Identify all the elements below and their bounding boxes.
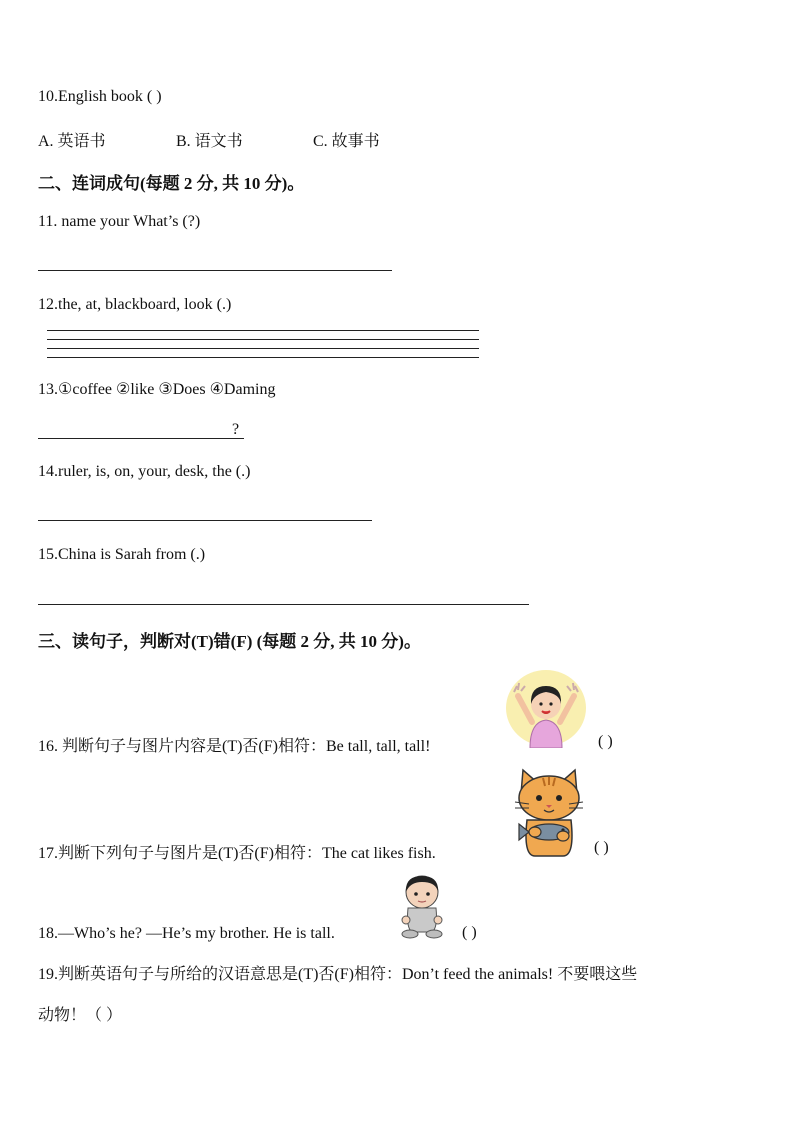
baby-boy-icon [396,872,448,940]
q12-writing-line-3[interactable] [47,348,479,349]
q12-writing-line-2[interactable] [47,339,479,340]
section2-heading: 二、连词成句(每题 2 分, 共 10 分)。 [38,174,305,193]
q16-text: 16. 判断句子与图片内容是(T)否(F)相符：Be tall, tall, tall! [38,738,431,755]
q12-text: 12.the, at, blackboard, look (.) [38,296,232,313]
q11-text: 11. name your What’s (?) [38,213,201,230]
q19-text-line-1: 19.判断英语句子与所给的汉语意思是(T)否(F)相符：Don’t feed the animals! 不要喂这些 [38,966,638,983]
q10-option-a: A. 英语书 [38,133,106,150]
q13-answer-line[interactable] [38,438,244,439]
section3-heading: 三、读句子，判断对(T)错(F) (每题 2 分, 共 10 分)。 [38,632,421,651]
q14-answer-line[interactable] [38,520,372,521]
q17-answer-paren[interactable]: ( ) [594,839,609,856]
q15-text: 15.China is Sarah from (.) [38,546,206,563]
q18-text: 18.—Who’s he? —He’s my brother. He is tall. [38,925,335,942]
q14-text: 14.ruler, is, on, your, desk, the (.) [38,463,251,480]
q16-answer-paren[interactable]: ( ) [598,733,613,750]
q10-text: 10.English book ( ) [38,88,162,105]
q11-answer-line[interactable] [38,270,392,271]
q13-text: 13.①coffee ②like ③Does ④Daming [38,381,276,398]
q15-answer-line[interactable] [38,604,529,605]
q10-option-c: C. 故事书 [313,133,380,150]
q12-writing-line-4[interactable] [47,357,479,358]
q19-text-line-2: 动物！（ ） [38,1007,123,1024]
q17-text: 17.判断下列句子与图片是(T)否(F)相符：The cat likes fish. [38,845,436,862]
q18-answer-paren[interactable]: ( ) [462,924,477,941]
q12-writing-line-1[interactable] [47,330,479,331]
girl-cheering-icon [504,666,588,748]
q10-option-b: B. 语文书 [176,133,243,150]
cat-holding-fish-icon [511,766,587,858]
q13-end-mark: ? [232,421,240,438]
